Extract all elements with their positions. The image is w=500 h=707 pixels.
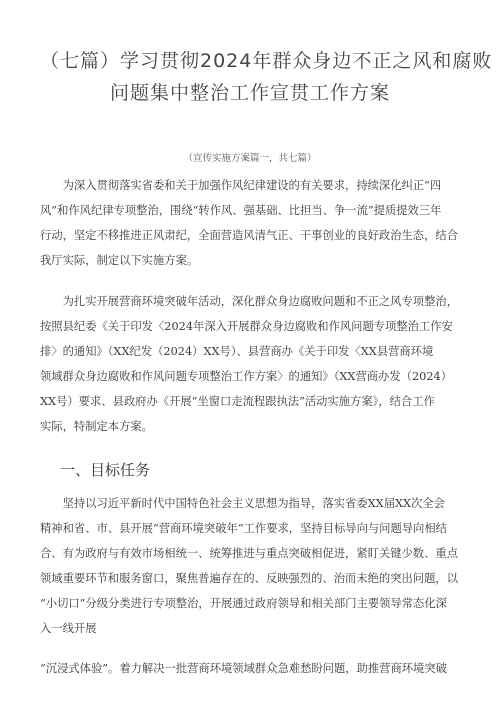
section-heading: 一、目标任务 xyxy=(60,461,151,479)
paragraph-3-line: 精神和省、市、县开展“营商环境突破年”工作要求，坚持目标导向与问题导向相结 xyxy=(40,522,447,535)
document-title-line-1: （七篇）学习贯彻2024年群众身边不正之风和腐败 xyxy=(40,50,493,72)
paragraph-3-line: 合、有为政府与有效市场相统一、统筹推进与重点突破相促进，紧盯关键少数、重点 xyxy=(40,547,458,560)
document-subtitle: （宣传实施方案篇一，共七篇） xyxy=(183,153,317,164)
paragraph-3-line: 入一线开展 xyxy=(40,622,97,635)
paragraph-1-line: 为深入贯彻落实省委和关于加强作风纪律建设的有关要求，持续深化纠正“四 xyxy=(40,179,442,192)
paragraph-2-line: 排〉的通知》（XX纪发（2024）XX号）、县营商办《关于印发〈XX县营商环境 xyxy=(40,345,434,358)
paragraph-3-line: “小切口”分级分类进行专项整治，开展通过政府领导和相关部门主要领导常态化深 xyxy=(40,597,447,610)
paragraph-1-line: 我厅实际，制定以下实施方案。 xyxy=(40,254,199,267)
paragraph-2-line: 实际，特制定本方案。 xyxy=(40,420,153,433)
paragraph-1-line: 风”和作风纪律专项整治，围绕“转作风、强基础、比担当、争一流”提质提效三年 xyxy=(40,204,442,217)
paragraph-3-line: 坚持以习近平新时代中国特色社会主义思想为指导，落实省委XX届XX次全会 xyxy=(40,497,445,510)
paragraph-2-line: XX号）要求、县政府办《开展“坐窗口走流程跟执法”活动实施方案》，结合工作 xyxy=(40,395,435,408)
paragraph-2-line: 领域群众身边腐败和作风问题专项整治工作方案〉的通知》（XX营商办发（2024） xyxy=(40,370,452,383)
paragraph-2-line: 为扎实开展营商环境突破年活动，深化群众身边腐败问题和不正之风专项整治， xyxy=(40,295,458,308)
paragraph-4-line: “沉浸式体验”。着力解决一批营商环境领域群众急难愁盼问题，助推营商环境突破 xyxy=(40,662,447,675)
paragraph-2-line: 按照县纪委《关于印发〈2024年深入开展群众身边腐败和作风问题专项整治工作安 xyxy=(40,320,453,333)
document-title-line-2: 问题集中整治工作宣贯工作方案 xyxy=(109,82,390,104)
paragraph-3-line: 领域重要环节和服务窗口，聚焦普遍存在的、反映强烈的、治而未绝的突出问题，以 xyxy=(40,572,458,585)
paragraph-1-line: 行动，坚定不移推进正风肃纪，全面营造风清气正、干事创业的良好政治生态，结合 xyxy=(40,229,458,242)
